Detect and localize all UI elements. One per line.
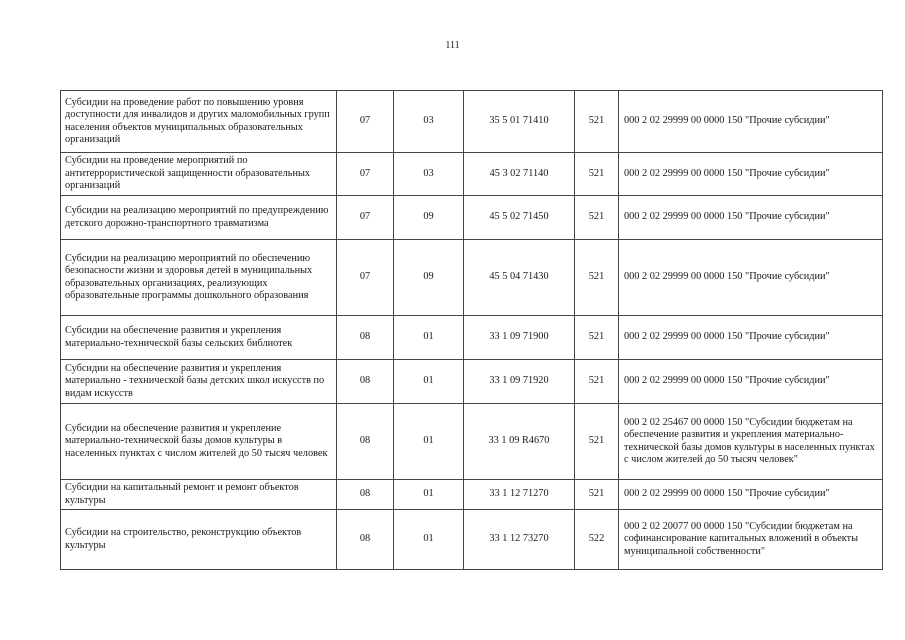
target-article-cell: 33 1 09 71920 <box>464 360 575 404</box>
section-code-cell: 08 <box>337 510 394 570</box>
target-article-cell: 45 3 02 71140 <box>464 153 575 196</box>
target-article-cell: 35 5 01 71410 <box>464 91 575 153</box>
subsection-code-cell: 01 <box>394 480 464 510</box>
subsection-code-cell: 03 <box>394 91 464 153</box>
income-code-cell: 000 2 02 29999 00 0000 150 "Прочие субсидии" <box>619 480 883 510</box>
income-code-cell: 000 2 02 25467 00 0000 150 "Субсидии бюджетам на обеспечение развития и укрепления материально-технической базы домов культуры в населенных пунктах с числом жителей до 50 тысяч человек" <box>619 404 883 480</box>
subsidy-name-cell: Субсидии на проведение мероприятий по антитеррористической защищенности образовательных организаций <box>61 153 337 196</box>
income-code-cell: 000 2 02 20077 00 0000 150 "Субсидии бюджетам на софинансирование капитальных вложений в объекты муниципальной собственности" <box>619 510 883 570</box>
table-row <box>61 240 883 316</box>
subsidies-table <box>60 90 883 570</box>
income-code-cell: 000 2 02 29999 00 0000 150 "Прочие субсидии" <box>619 196 883 240</box>
target-article-cell: 33 1 09 71900 <box>464 316 575 360</box>
table-row <box>61 404 883 480</box>
subsection-code-cell: 09 <box>394 240 464 316</box>
section-code-cell: 08 <box>337 316 394 360</box>
expense-kind-cell: 521 <box>575 153 619 196</box>
table-row <box>61 360 883 404</box>
target-article-cell: 33 1 12 73270 <box>464 510 575 570</box>
table-row <box>61 480 883 510</box>
section-code-cell: 07 <box>337 196 394 240</box>
table-row <box>61 316 883 360</box>
subsidy-name-cell: Субсидии на проведение работ по повышению уровня доступности для инвалидов и других маломобильных групп населения объектов муниципальных образовательных организаций <box>61 91 337 153</box>
expense-kind-cell: 521 <box>575 91 619 153</box>
income-code-cell: 000 2 02 29999 00 0000 150 "Прочие субсидии" <box>619 153 883 196</box>
income-code-cell: 000 2 02 29999 00 0000 150 "Прочие субсидии" <box>619 360 883 404</box>
income-code-cell: 000 2 02 29999 00 0000 150 "Прочие субсидии" <box>619 91 883 153</box>
subsection-code-cell: 01 <box>394 360 464 404</box>
subsection-code-cell: 01 <box>394 316 464 360</box>
expense-kind-cell: 521 <box>575 196 619 240</box>
expense-kind-cell: 522 <box>575 510 619 570</box>
section-code-cell: 07 <box>337 153 394 196</box>
income-code-cell: 000 2 02 29999 00 0000 150 "Прочие субсидии" <box>619 240 883 316</box>
section-code-cell: 08 <box>337 404 394 480</box>
expense-kind-cell: 521 <box>575 360 619 404</box>
target-article-cell: 33 1 12 71270 <box>464 480 575 510</box>
target-article-cell: 45 5 02 71450 <box>464 196 575 240</box>
subsidy-name-cell: Субсидии на обеспечение развития и укрепления материально-технической базы сельских библиотек <box>61 316 337 360</box>
table-row <box>61 510 883 570</box>
table-row <box>61 196 883 240</box>
subsidy-name-cell: Субсидии на обеспечение развития и укрепления материально - технической базы детских школ искусств по видам искусств <box>61 360 337 404</box>
expense-kind-cell: 521 <box>575 240 619 316</box>
expense-kind-cell: 521 <box>575 404 619 480</box>
subsection-code-cell: 09 <box>394 196 464 240</box>
expense-kind-cell: 521 <box>575 316 619 360</box>
section-code-cell: 08 <box>337 480 394 510</box>
section-code-cell: 08 <box>337 360 394 404</box>
section-code-cell: 07 <box>337 240 394 316</box>
income-code-cell: 000 2 02 29999 00 0000 150 "Прочие субсидии" <box>619 316 883 360</box>
subsidy-name-cell: Субсидии на строительство, реконструкцию объектов культуры <box>61 510 337 570</box>
page-number: 111 <box>445 40 460 51</box>
expense-kind-cell: 521 <box>575 480 619 510</box>
section-code-cell: 07 <box>337 91 394 153</box>
subsidy-name-cell: Субсидии на капитальный ремонт и ремонт объектов культуры <box>61 480 337 510</box>
table-body <box>61 91 883 570</box>
subsection-code-cell: 01 <box>394 510 464 570</box>
table-row <box>61 153 883 196</box>
target-article-cell: 45 5 04 71430 <box>464 240 575 316</box>
subsection-code-cell: 03 <box>394 153 464 196</box>
target-article-cell: 33 1 09 R4670 <box>464 404 575 480</box>
subsection-code-cell: 01 <box>394 404 464 480</box>
table-row <box>61 91 883 153</box>
subsidy-name-cell: Субсидии на реализацию мероприятий по обеспечению безопасности жизни и здоровья детей в муниципальных образовательных организациях, реализующих образовательные программы дошкольного образования <box>61 240 337 316</box>
subsidy-name-cell: Субсидии на реализацию мероприятий по предупреждению детского дорожно-транспортного травматизма <box>61 196 337 240</box>
subsidy-name-cell: Субсидии на обеспечение развития и укрепление материально-технической базы домов культуры в населенных пунктах с числом жителей до 50 тысяч человек <box>61 404 337 480</box>
